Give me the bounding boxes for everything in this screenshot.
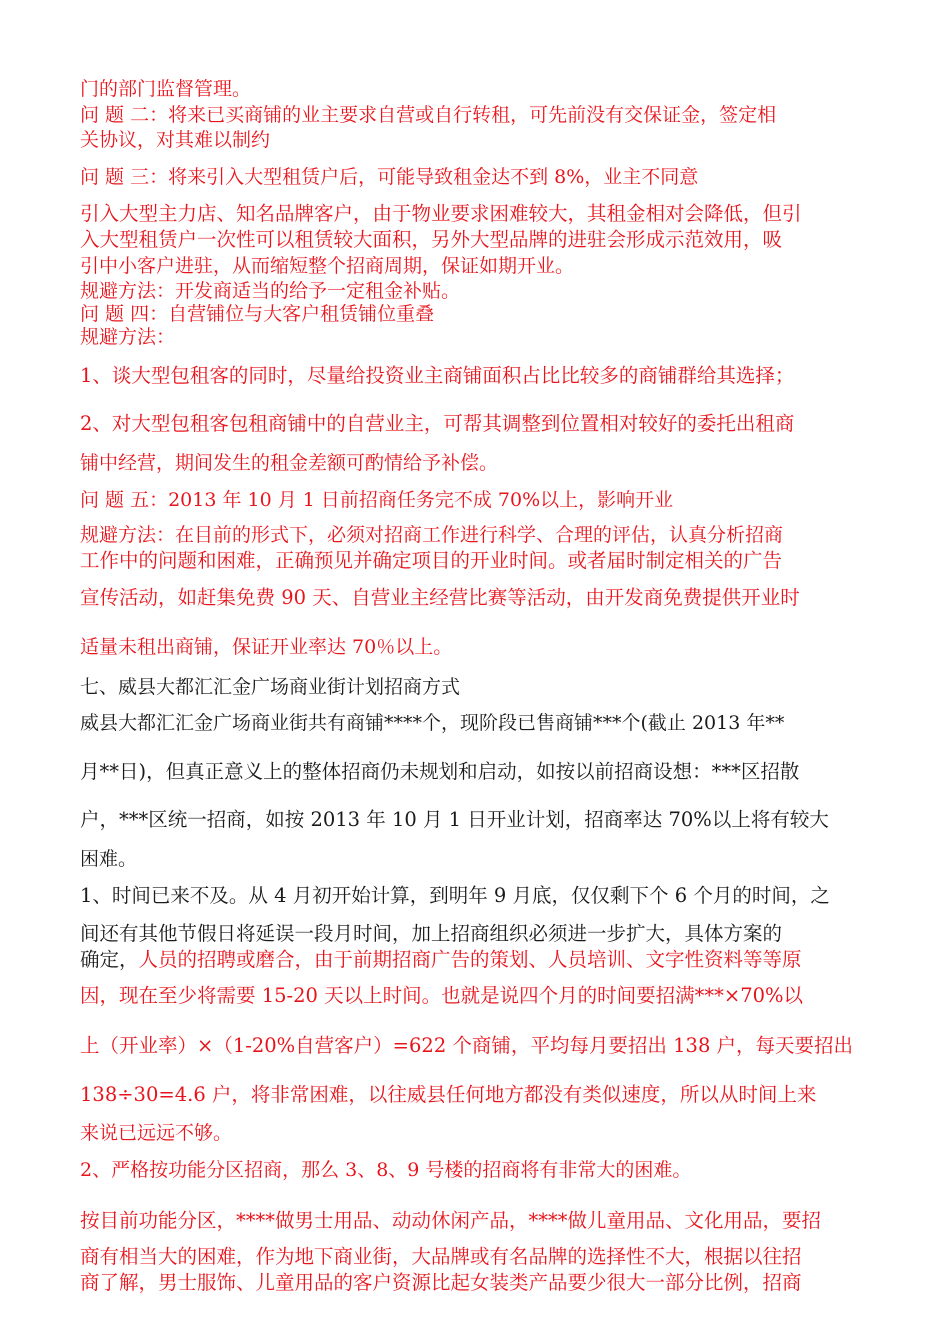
text-line: 问 题 四：自营铺位与大客户租赁铺位重叠: [80, 303, 435, 325]
text-line: 宣传活动，如赶集免费 90 天、自营业主经营比赛等活动，由开发商免费提供开业时: [80, 586, 800, 609]
text-line: 1、谈大型包租客的同时，尽量给投资业主商铺面积占比比较多的商铺群给其选择；: [80, 364, 795, 387]
text-line: 工作中的问题和困难，正确预见并确定项目的开业时间。或者届时制定相关的广告: [80, 549, 783, 572]
text-span-black: 确定，: [80, 948, 139, 971]
text-line: 铺中经营，期间发生的租金差额可酌情给予补偿。: [80, 452, 499, 474]
text-line: 入大型租赁户一次性可以租赁较大面积，另外大型品牌的进驻会形成示范效用，吸: [80, 228, 783, 251]
text-line: 威县大都汇汇金广场商业街共有商铺****个，现阶段已售商铺***个(截止 2013 年**: [80, 712, 785, 734]
text-line: 问 题 三：将来引入大型租赁户后，可能导致租金达不到 8%，业主不同意: [80, 166, 699, 188]
text-line: 138÷30=4.6 户，将非常困难，以往威县任何地方都没有类似速度，所以从时间上来: [80, 1083, 817, 1106]
text-line: 规避方法：开发商适当的给予一定租金补贴。: [80, 280, 461, 302]
text-line: 引入大型主力店、知名品牌客户，由于物业要求困难较大，其租金相对会降低，但引: [80, 202, 802, 225]
text-line: 商有相当大的困难，作为地下商业街，大品牌或有名品牌的选择性不大，根据以往招: [80, 1245, 802, 1268]
text-line: 规避方法：: [80, 326, 176, 348]
text-line: 问 题 五：2013 年 10 月 1 日前招商任务完不成 70%以上，影响开业: [80, 489, 674, 511]
text-line: 因，现在至少将需要 15-20 天以上时间。也就是说四个月的时间要招满***×70%以: [80, 984, 804, 1007]
text-line: 2、对大型包租客包租商铺中的自营业主，可帮其调整到位置相对较好的委托出租商: [80, 412, 795, 435]
text-line: 关协议，对其难以制约: [80, 129, 271, 151]
text-line: 来说已远远不够。: [80, 1122, 233, 1144]
text-line: 引中小客户进驻，从而缩短整个招商周期，保证如期开业。: [80, 255, 575, 277]
text-line: 上（开业率）×（1-20%自营客户）=622 个商铺，平均每月要招出 138 户，每天要招出: [80, 1034, 854, 1057]
text-line: 商了解，男士服饰、儿童用品的客户资源比起女装类产品要少很大一部分比例，招商: [80, 1271, 802, 1294]
text-line: 问 题 二：将来已买商铺的业主要求自营或自行转租，可先前没有交保证金，签定相: [80, 104, 777, 126]
text-line: 间还有其他节假日将延误一段月时间，加上招商组织必须进一步扩大，具体方案的: [80, 922, 783, 945]
text-line: 月**日)，但真正意义上的整体招商仍未规划和启动，如按以前招商设想：***区招散: [80, 760, 800, 783]
text-line-mixed: [80, 947, 885, 973]
text-line: 2、严格按功能分区招商，那么 3、8、9 号楼的招商将有非常大的困难。: [80, 1159, 692, 1181]
text-line: 适量未租出商铺，保证开业率达 70％以上。: [80, 636, 453, 658]
text-line: 规避方法：在目前的形式下，必须对招商工作进行科学、合理的评估，认真分析招商: [80, 524, 784, 546]
text-line: 户，***区统一招商，如按 2013 年 10 月 1 日开业计划，招商率达 70%以上将有较大: [80, 808, 829, 831]
text-line: 1、时间已来不及。从 4 月初开始计算，到明年 9 月底，仅仅剩下个 6 个月的时间，之: [80, 884, 830, 907]
text-span-red: 人员的招聘或磨合，由于前期招商广告的策划、人员培训、文字性资料等等原: [138, 948, 802, 971]
section-heading: 七、威县大都汇汇金广场商业街计划招商方式: [80, 676, 461, 698]
text-line: 门的部门监督管理。: [80, 78, 252, 100]
text-line: 按目前功能分区，****做男士用品、动动休闲产品，****做儿童用品、文化用品，要招: [80, 1209, 822, 1232]
text-line: 困难。: [80, 848, 138, 870]
